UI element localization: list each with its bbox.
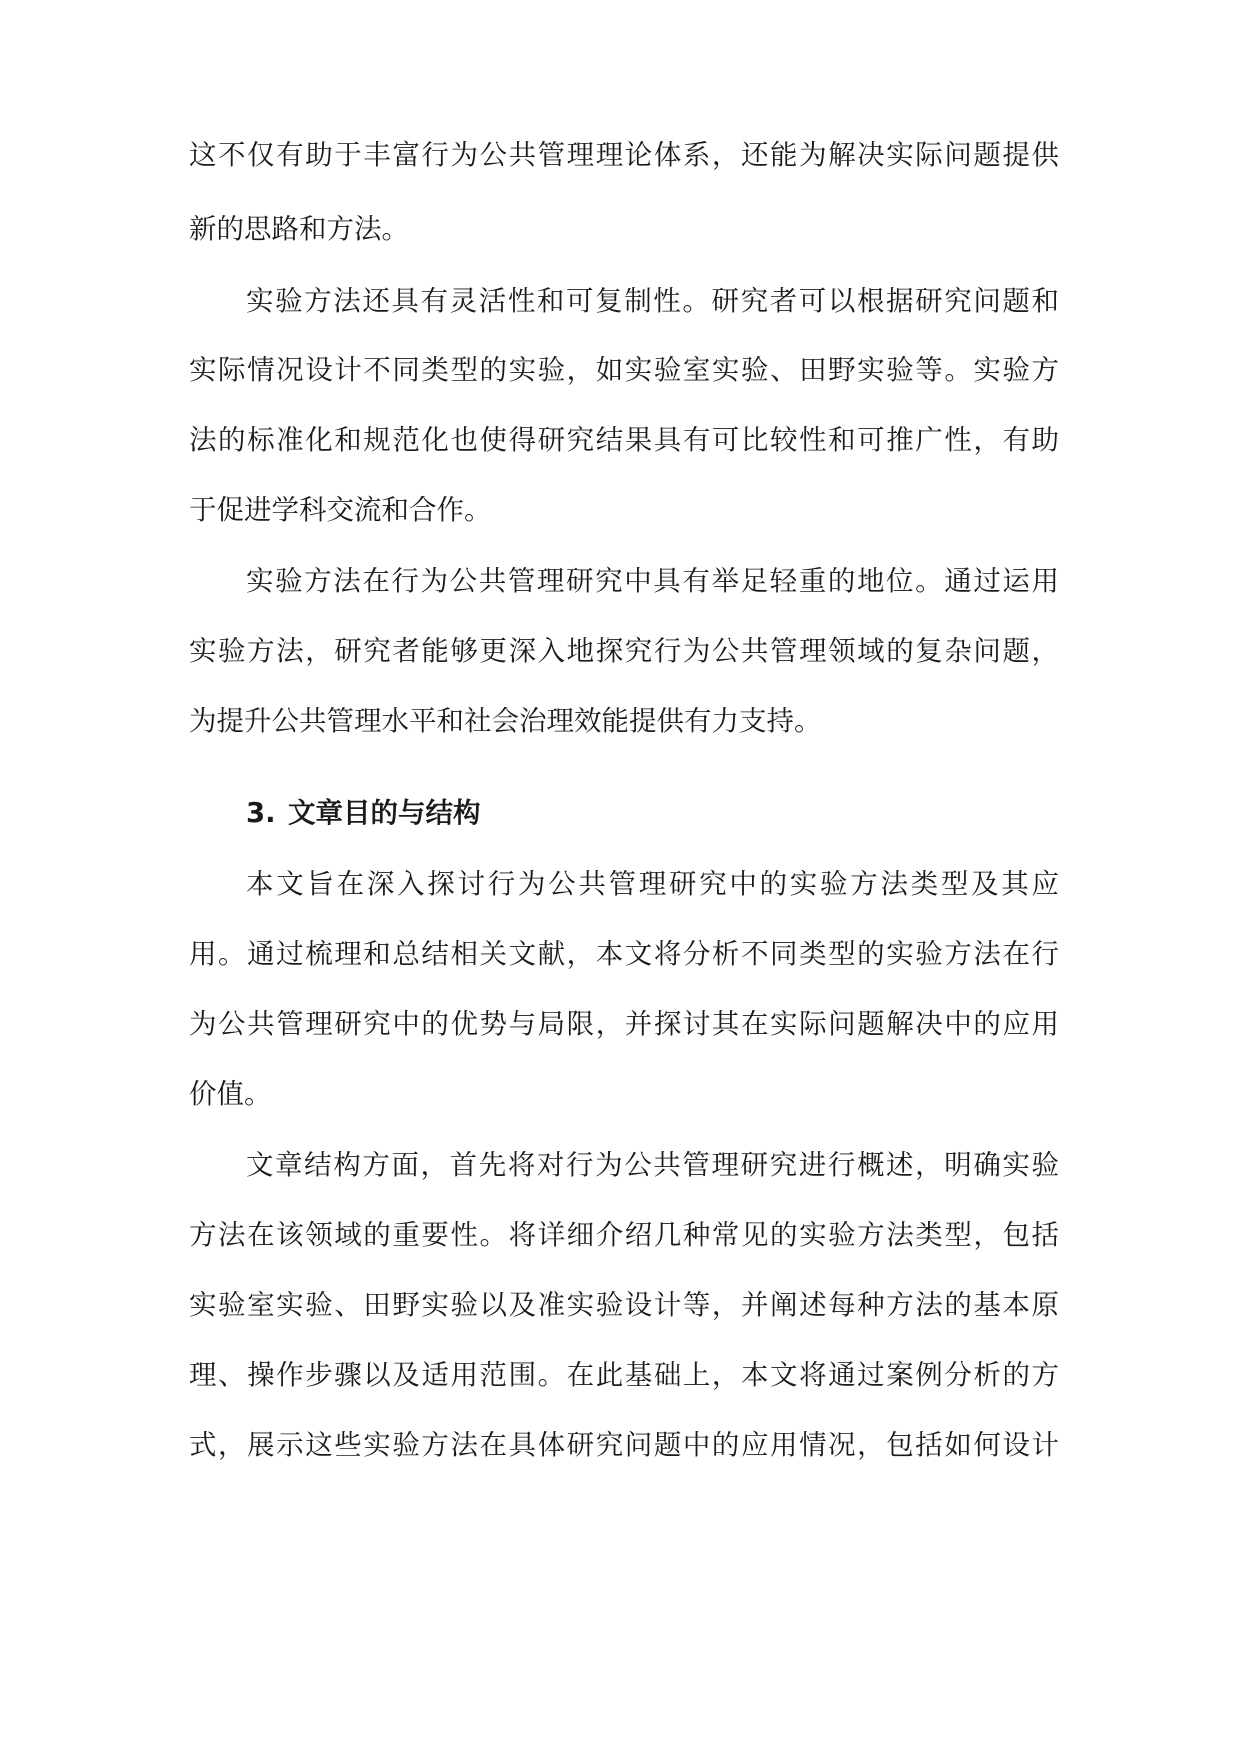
text-line: 实验方法在行为公共管理研究中具有举足轻重的地位。通过运用 [246,565,1059,597]
text-line: 法的标准化和规范化也使得研究结果具有可比较性和可推广性，有助 [189,424,1059,456]
text-line: 用。通过梳理和总结相关文献，本文将分析不同类型的实验方法在行 [189,938,1059,970]
text-line: 价值。 [189,1078,272,1110]
text-line: 式，展示这些实验方法在具体研究问题中的应用情况，包括如何设计 [189,1429,1059,1461]
text-line: 这不仅有助于丰富行为公共管理理论体系，还能为解决实际问题提供 [189,139,1059,171]
text-line: 新的思路和方法。 [189,213,409,245]
text-line: 实验方法还具有灵活性和可复制性。研究者可以根据研究问题和 [246,285,1059,317]
section-heading [246,793,846,833]
text-line: 文章结构方面，首先将对行为公共管理研究进行概述，明确实验 [246,1149,1059,1181]
section-number: 3. [246,797,276,829]
text-line: 实验方法，研究者能够更深入地探究行为公共管理领域的复杂问题， [189,635,1059,667]
text-line: 理、操作步骤以及适用范围。在此基础上，本文将通过案例分析的方 [189,1359,1059,1391]
text-line: 为提升公共管理水平和社会治理效能提供有力支持。 [189,705,822,737]
text-line: 于促进学科交流和合作。 [189,494,492,526]
text-line: 为公共管理研究中的优势与局限，并探讨其在实际问题解决中的应用 [189,1008,1059,1040]
text-line: 本文旨在深入探讨行为公共管理研究中的实验方法类型及其应 [246,868,1059,900]
text-line: 实验室实验、田野实验以及准实验设计等，并阐述每种方法的基本原 [189,1289,1059,1321]
text-line: 实际情况设计不同类型的实验，如实验室实验、田野实验等。实验方 [189,354,1059,386]
text-line: 方法在该领域的重要性。将详细介绍几种常见的实验方法类型，包括 [189,1219,1059,1251]
section-title: 文章目的与结构 [288,797,481,829]
